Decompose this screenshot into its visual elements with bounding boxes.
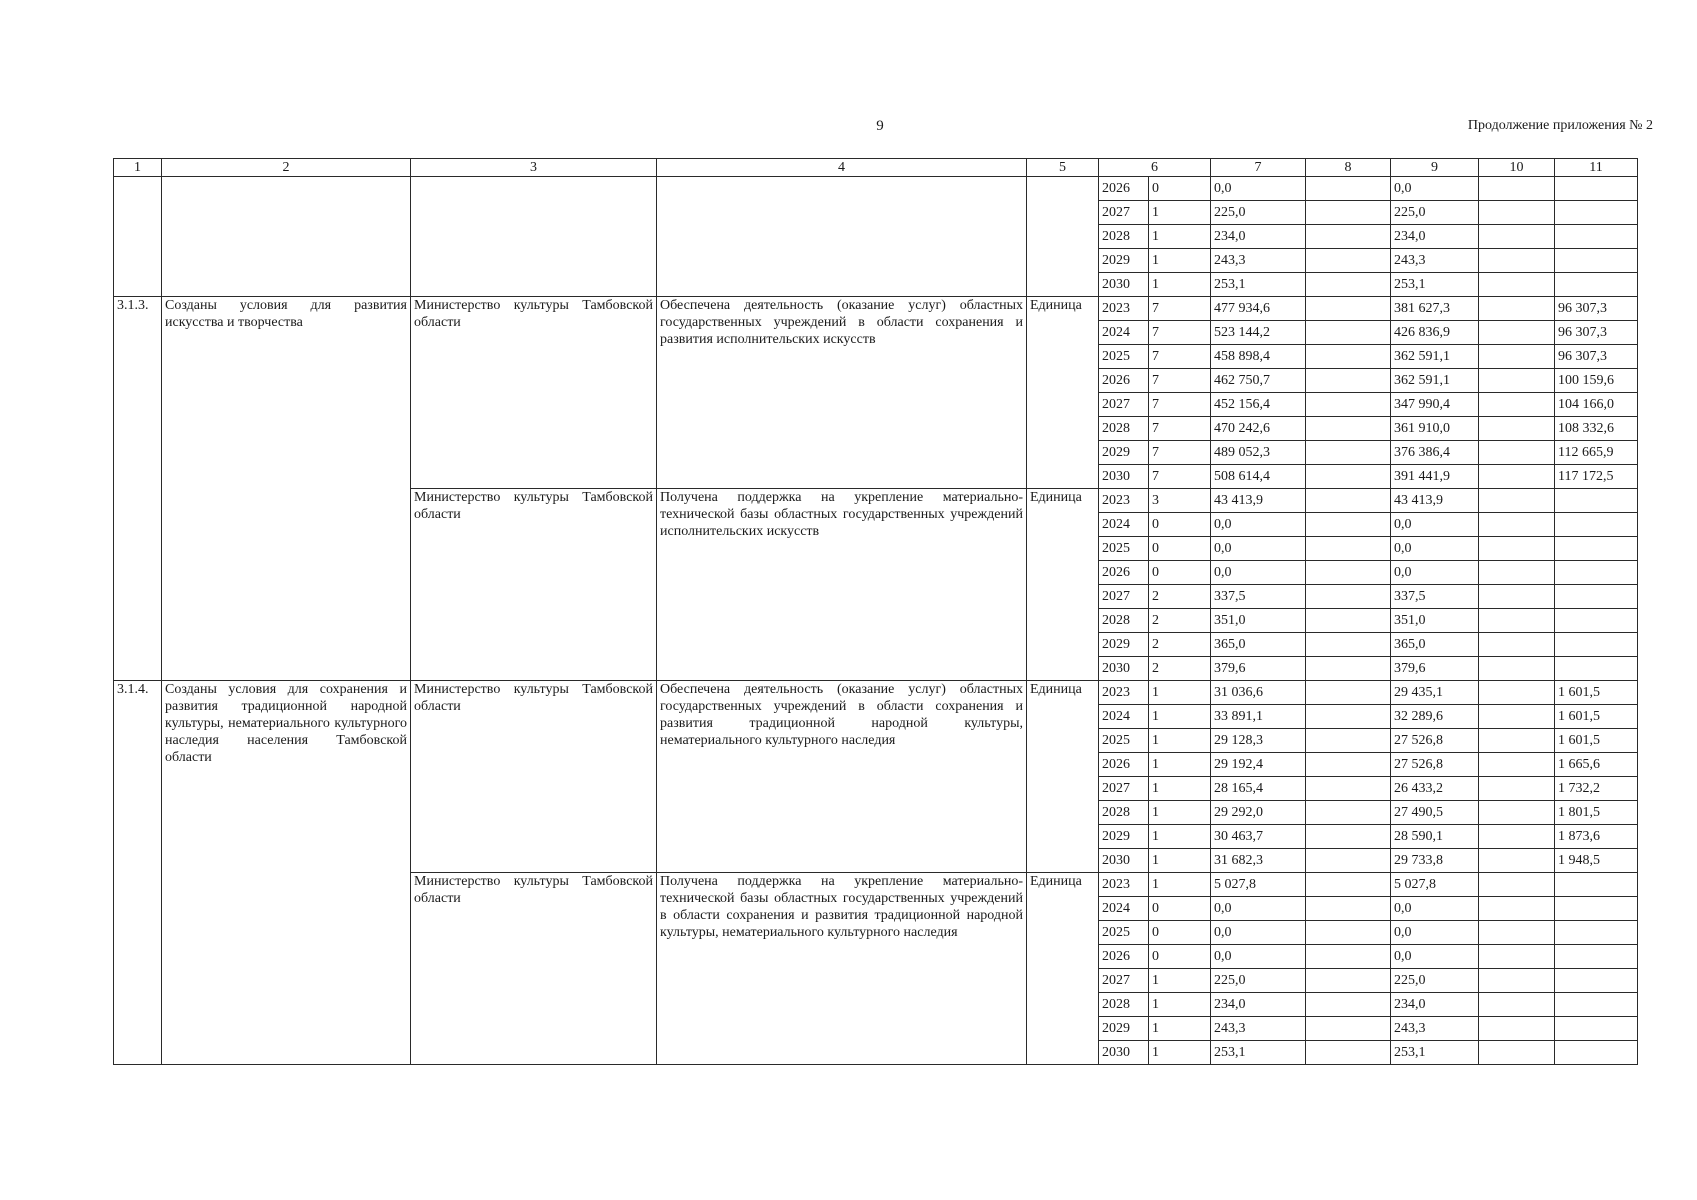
cell-total: 0,0 [1211,513,1306,537]
cell-col8 [1306,297,1391,321]
cell-col9: 351,0 [1391,609,1479,633]
cell-col10 [1479,801,1555,825]
cell-col9: 43 413,9 [1391,489,1479,513]
cell-col8 [1306,537,1391,561]
activity-description: Обеспечена деятельность (оказание услуг) областных государственных учреждений в области сохранения и развития исполнительских искусств [657,297,1027,489]
cell-col11 [1555,561,1638,585]
cell-col10 [1479,729,1555,753]
cell-col10 [1479,825,1555,849]
cell-col10 [1479,897,1555,921]
cell-col10 [1479,681,1555,705]
cell-col10 [1479,633,1555,657]
cell-col9: 27 490,5 [1391,801,1479,825]
cell-col10 [1479,513,1555,537]
cell-total: 28 165,4 [1211,777,1306,801]
cell-col10 [1479,1041,1555,1065]
cell-col10 [1479,369,1555,393]
cell-total: 234,0 [1211,993,1306,1017]
unit-of-measure: Единица [1027,489,1099,681]
cell-col11 [1555,609,1638,633]
appendix-table [113,158,1638,1065]
cell-count: 2 [1149,585,1211,609]
cell-col8 [1306,609,1391,633]
cell-count: 0 [1149,945,1211,969]
cell-col11 [1555,633,1638,657]
ministry-name: Министерство культуры Тамбовской области [411,297,657,489]
cell-col11 [1555,969,1638,993]
cell-col9: 253,1 [1391,273,1479,297]
cell-col8 [1306,465,1391,489]
cell-col9: 0,0 [1391,945,1479,969]
cell-total: 508 614,4 [1211,465,1306,489]
row-code: 3.1.4. [114,681,162,1065]
cell-total: 351,0 [1211,609,1306,633]
cell-col9: 234,0 [1391,225,1479,249]
cell-col8 [1306,225,1391,249]
cell-col10 [1479,945,1555,969]
cell-col8 [1306,201,1391,225]
cell-col11 [1555,1041,1638,1065]
cell-count: 1 [1149,705,1211,729]
cell-col11 [1555,249,1638,273]
cell-total: 253,1 [1211,273,1306,297]
cell-count: 1 [1149,1041,1211,1065]
cell-col8 [1306,249,1391,273]
cell-col8 [1306,801,1391,825]
cell-total: 243,3 [1211,249,1306,273]
cell-col8 [1306,849,1391,873]
cell-col8 [1306,945,1391,969]
cell-col9: 0,0 [1391,897,1479,921]
cell-col9: 29 435,1 [1391,681,1479,705]
cell-col9: 29 733,8 [1391,849,1479,873]
cell-count: 1 [1149,729,1211,753]
cell-col11: 1 732,2 [1555,777,1638,801]
cell-year: 2027 [1099,777,1149,801]
cell-col10 [1479,609,1555,633]
cell-col9: 243,3 [1391,1017,1479,1041]
cell-col8 [1306,417,1391,441]
cell-col11 [1555,921,1638,945]
cell-count: 7 [1149,321,1211,345]
cell-year: 2025 [1099,729,1149,753]
cell-col9: 362 591,1 [1391,369,1479,393]
cell-count: 1 [1149,753,1211,777]
cell-count: 7 [1149,393,1211,417]
cell-col10 [1479,1017,1555,1041]
cell-year: 2025 [1099,921,1149,945]
column-header: 4 [657,159,1027,177]
cell-total: 0,0 [1211,897,1306,921]
cell-col9: 426 836,9 [1391,321,1479,345]
cell-count: 7 [1149,297,1211,321]
column-header: 2 [162,159,411,177]
cell-col8 [1306,681,1391,705]
cell-col11: 96 307,3 [1555,345,1638,369]
cell-year: 2026 [1099,753,1149,777]
cell-col11: 1 601,5 [1555,705,1638,729]
cell-col9: 253,1 [1391,1041,1479,1065]
cell-col10 [1479,873,1555,897]
cell-total: 477 934,6 [1211,297,1306,321]
cell-col8 [1306,657,1391,681]
table-body [114,177,1638,1065]
cell-col10 [1479,705,1555,729]
cell-col11: 100 159,6 [1555,369,1638,393]
column-header: 3 [411,159,657,177]
cell-col9: 391 441,9 [1391,465,1479,489]
cell-col8 [1306,921,1391,945]
cell-col9: 26 433,2 [1391,777,1479,801]
cell-col9: 365,0 [1391,633,1479,657]
cell-count: 1 [1149,1017,1211,1041]
cell-col9: 0,0 [1391,513,1479,537]
cell-col8 [1306,969,1391,993]
cell-total: 523 144,2 [1211,321,1306,345]
cell-count: 0 [1149,177,1211,201]
cell-col11: 112 665,9 [1555,441,1638,465]
cell-year: 2028 [1099,993,1149,1017]
task-description: Созданы условия для сохранения и развития традиционной народной культуры, нематериального культурного наследия населения Тамбовской области [162,681,411,1065]
cell-col11 [1555,513,1638,537]
cell-year: 2026 [1099,369,1149,393]
cell-col10 [1479,969,1555,993]
task-description: Созданы условия для развития искусства и творчества [162,297,411,681]
unit-of-measure: Единица [1027,297,1099,489]
cell-col11 [1555,1017,1638,1041]
cell-col8 [1306,441,1391,465]
activity-description: Обеспечена деятельность (оказание услуг) областных государственных учреждений в области сохранения и развития традиционной народной культуры, нематериального культурного наследия [657,681,1027,873]
cell-total: 0,0 [1211,561,1306,585]
cell-col9: 0,0 [1391,921,1479,945]
cell-col9: 376 386,4 [1391,441,1479,465]
ministry-name: Министерство культуры Тамбовской области [411,873,657,1065]
ministry-name: Министерство культуры Тамбовской области [411,489,657,681]
cell-col9: 27 526,8 [1391,729,1479,753]
cell-year: 2024 [1099,321,1149,345]
cell-col10 [1479,849,1555,873]
cell-year: 2028 [1099,225,1149,249]
cell-col8 [1306,177,1391,201]
cell-col11 [1555,873,1638,897]
cell-total: 234,0 [1211,225,1306,249]
column-header: 5 [1027,159,1099,177]
row-code [114,177,162,297]
cell-col11 [1555,273,1638,297]
column-header: 9 [1391,159,1479,177]
cell-year: 2025 [1099,537,1149,561]
cell-count: 3 [1149,489,1211,513]
activity-description: Получена поддержка на укрепление материально-технической базы областных государственных учреждений исполнительских искусств [657,489,1027,681]
cell-count: 1 [1149,777,1211,801]
cell-col11 [1555,945,1638,969]
table-row [114,177,1638,201]
table-row [114,681,1638,705]
cell-col8 [1306,753,1391,777]
cell-col11 [1555,177,1638,201]
cell-col8 [1306,633,1391,657]
cell-col10 [1479,393,1555,417]
cell-count: 1 [1149,273,1211,297]
cell-count: 1 [1149,225,1211,249]
cell-col10 [1479,777,1555,801]
cell-col8 [1306,489,1391,513]
cell-count: 7 [1149,417,1211,441]
unit-of-measure: Единица [1027,681,1099,873]
cell-count: 0 [1149,561,1211,585]
ministry-name [411,177,657,297]
cell-col10 [1479,177,1555,201]
task-description [162,177,411,297]
cell-count: 1 [1149,873,1211,897]
cell-year: 2023 [1099,297,1149,321]
cell-count: 2 [1149,609,1211,633]
cell-col9: 361 910,0 [1391,417,1479,441]
cell-total: 253,1 [1211,1041,1306,1065]
unit-of-measure [1027,177,1099,297]
cell-col8 [1306,873,1391,897]
cell-year: 2023 [1099,489,1149,513]
cell-col11 [1555,993,1638,1017]
cell-col8 [1306,561,1391,585]
cell-col10 [1479,321,1555,345]
cell-count: 7 [1149,345,1211,369]
cell-count: 0 [1149,537,1211,561]
cell-col10 [1479,249,1555,273]
cell-col10 [1479,417,1555,441]
cell-col11: 1 601,5 [1555,681,1638,705]
cell-total: 470 242,6 [1211,417,1306,441]
cell-count: 1 [1149,681,1211,705]
cell-col9: 337,5 [1391,585,1479,609]
cell-year: 2026 [1099,177,1149,201]
cell-col10 [1479,657,1555,681]
cell-col11 [1555,657,1638,681]
cell-total: 243,3 [1211,1017,1306,1041]
cell-col10 [1479,993,1555,1017]
cell-col8 [1306,705,1391,729]
cell-col10 [1479,345,1555,369]
cell-col11 [1555,489,1638,513]
cell-year: 2030 [1099,273,1149,297]
cell-year: 2029 [1099,1017,1149,1041]
cell-count: 0 [1149,513,1211,537]
cell-col11: 104 166,0 [1555,393,1638,417]
cell-year: 2028 [1099,801,1149,825]
cell-col10 [1479,441,1555,465]
cell-col10 [1479,921,1555,945]
cell-col8 [1306,585,1391,609]
cell-total: 31 036,6 [1211,681,1306,705]
cell-year: 2028 [1099,417,1149,441]
cell-total: 337,5 [1211,585,1306,609]
column-header: 1 [114,159,162,177]
cell-year: 2029 [1099,441,1149,465]
cell-total: 225,0 [1211,201,1306,225]
cell-count: 1 [1149,849,1211,873]
cell-total: 0,0 [1211,945,1306,969]
cell-year: 2026 [1099,945,1149,969]
cell-col8 [1306,825,1391,849]
cell-year: 2023 [1099,873,1149,897]
cell-col9: 347 990,4 [1391,393,1479,417]
cell-col9: 32 289,6 [1391,705,1479,729]
cell-year: 2027 [1099,393,1149,417]
cell-total: 379,6 [1211,657,1306,681]
cell-count: 0 [1149,897,1211,921]
cell-count: 1 [1149,825,1211,849]
cell-col8 [1306,273,1391,297]
cell-col10 [1479,537,1555,561]
column-header: 11 [1555,159,1638,177]
cell-col8 [1306,1041,1391,1065]
cell-year: 2029 [1099,633,1149,657]
cell-total: 43 413,9 [1211,489,1306,513]
cell-year: 2023 [1099,681,1149,705]
cell-col11: 1 601,5 [1555,729,1638,753]
cell-col10 [1479,585,1555,609]
cell-year: 2030 [1099,465,1149,489]
cell-total: 462 750,7 [1211,369,1306,393]
cell-count: 0 [1149,921,1211,945]
cell-col10 [1479,201,1555,225]
cell-col9: 0,0 [1391,537,1479,561]
cell-year: 2028 [1099,609,1149,633]
cell-year: 2027 [1099,201,1149,225]
cell-count: 7 [1149,369,1211,393]
cell-col11: 1 948,5 [1555,849,1638,873]
cell-total: 29 128,3 [1211,729,1306,753]
page-number: 9 [876,118,884,134]
cell-total: 225,0 [1211,969,1306,993]
cell-col10 [1479,489,1555,513]
cell-col9: 225,0 [1391,201,1479,225]
cell-year: 2030 [1099,1041,1149,1065]
ministry-name: Министерство культуры Тамбовской области [411,681,657,873]
cell-year: 2026 [1099,561,1149,585]
cell-col9: 27 526,8 [1391,753,1479,777]
cell-col11: 1 873,6 [1555,825,1638,849]
cell-year: 2024 [1099,705,1149,729]
cell-count: 1 [1149,249,1211,273]
cell-count: 7 [1149,441,1211,465]
cell-col10 [1479,273,1555,297]
column-header: 7 [1211,159,1306,177]
cell-col9: 225,0 [1391,969,1479,993]
cell-count: 2 [1149,633,1211,657]
cell-year: 2030 [1099,657,1149,681]
cell-col9: 243,3 [1391,249,1479,273]
cell-col11: 1 801,5 [1555,801,1638,825]
cell-col8 [1306,1017,1391,1041]
cell-count: 1 [1149,969,1211,993]
cell-col9: 0,0 [1391,561,1479,585]
cell-col9: 234,0 [1391,993,1479,1017]
cell-col10 [1479,225,1555,249]
cell-year: 2024 [1099,897,1149,921]
cell-col8 [1306,729,1391,753]
cell-col10 [1479,297,1555,321]
cell-year: 2025 [1099,345,1149,369]
cell-total: 0,0 [1211,177,1306,201]
cell-col10 [1479,561,1555,585]
activity-description [657,177,1027,297]
activity-description: Получена поддержка на укрепление материально-технической базы областных государственных учреждений в области сохранения и развития традиционной народной культуры, нематериального культурного наследия [657,873,1027,1065]
cell-col8 [1306,369,1391,393]
cell-col9: 379,6 [1391,657,1479,681]
cell-col10 [1479,753,1555,777]
cell-col11 [1555,225,1638,249]
cell-total: 458 898,4 [1211,345,1306,369]
cell-col11 [1555,897,1638,921]
cell-count: 2 [1149,657,1211,681]
cell-col11 [1555,585,1638,609]
cell-col9: 362 591,1 [1391,345,1479,369]
cell-total: 0,0 [1211,921,1306,945]
cell-col8 [1306,393,1391,417]
cell-col8 [1306,345,1391,369]
cell-col11: 1 665,6 [1555,753,1638,777]
cell-count: 1 [1149,993,1211,1017]
cell-year: 2029 [1099,249,1149,273]
cell-total: 489 052,3 [1211,441,1306,465]
cell-col11: 96 307,3 [1555,297,1638,321]
cell-year: 2027 [1099,585,1149,609]
cell-year: 2029 [1099,825,1149,849]
cell-total: 31 682,3 [1211,849,1306,873]
cell-col8 [1306,513,1391,537]
table-header [114,159,1638,177]
cell-total: 452 156,4 [1211,393,1306,417]
cell-total: 30 463,7 [1211,825,1306,849]
cell-col11 [1555,537,1638,561]
cell-total: 365,0 [1211,633,1306,657]
table-row [114,297,1638,321]
cell-col10 [1479,465,1555,489]
cell-total: 0,0 [1211,537,1306,561]
cell-col9: 5 027,8 [1391,873,1479,897]
cell-year: 2024 [1099,513,1149,537]
cell-col11 [1555,201,1638,225]
cell-col11: 108 332,6 [1555,417,1638,441]
column-header: 8 [1306,159,1391,177]
cell-total: 29 192,4 [1211,753,1306,777]
cell-col9: 381 627,3 [1391,297,1479,321]
cell-year: 2030 [1099,849,1149,873]
cell-col9: 0,0 [1391,177,1479,201]
cell-col11: 117 172,5 [1555,465,1638,489]
cell-col11: 96 307,3 [1555,321,1638,345]
column-header: 6 [1099,159,1211,177]
continuation-note: Продолжение приложения № 2 [1467,118,1653,133]
column-header: 10 [1479,159,1555,177]
cell-year: 2027 [1099,969,1149,993]
cell-total: 29 292,0 [1211,801,1306,825]
row-code: 3.1.3. [114,297,162,681]
cell-col8 [1306,777,1391,801]
cell-col8 [1306,321,1391,345]
cell-col8 [1306,897,1391,921]
cell-col8 [1306,993,1391,1017]
cell-total: 33 891,1 [1211,705,1306,729]
unit-of-measure: Единица [1027,873,1099,1065]
cell-count: 1 [1149,801,1211,825]
cell-count: 1 [1149,201,1211,225]
cell-total: 5 027,8 [1211,873,1306,897]
cell-col9: 28 590,1 [1391,825,1479,849]
cell-count: 7 [1149,465,1211,489]
